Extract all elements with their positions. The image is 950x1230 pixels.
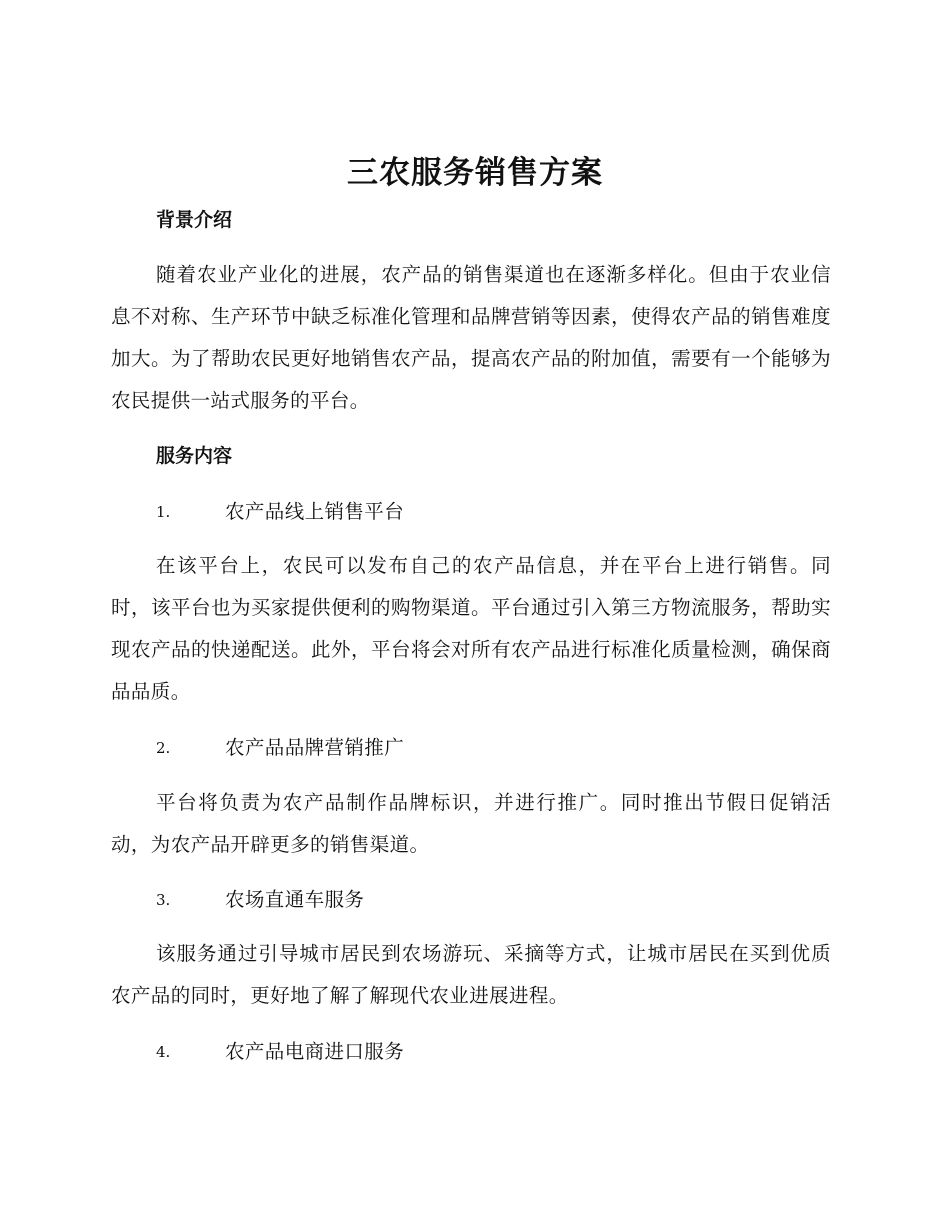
section-heading-services: 服务内容 (156, 445, 233, 467)
document-title: 三农服务销售方案 (347, 155, 603, 191)
list-item-title: 农产品品牌营销推广 (225, 736, 405, 759)
list-item-title: 农产品线上销售平台 (225, 500, 405, 523)
list-item-number: 2. (156, 739, 171, 757)
list-item-paragraph: 平台将负责为农产品制作品牌标识，并进行推广。同时推出节假日促销活动，为农产品开辟更多的销售渠道。 (111, 791, 831, 856)
list-item-number: 1. (156, 503, 171, 521)
list-item-number: 4. (156, 1043, 171, 1061)
list-item-title: 农产品电商进口服务 (225, 1040, 405, 1063)
list-item-title: 农场直通车服务 (225, 888, 365, 911)
list-item-paragraph: 在该平台上，农民可以发布自己的农产品信息，并在平台上进行销售。同时，该平台也为买家提供便利的购物渠道。平台通过引入第三方物流服务，帮助实现农产品的快递配送。此外，平台将会对所有农产品进行标准化质量检测，确保商品品质。 (111, 554, 831, 703)
list-item-paragraph: 该服务通过引导城市居民到农场游玩、采摘等方式，让城市居民在买到优质农产品的同时，更好地了解了解现代农业进展进程。 (111, 942, 831, 1007)
list-item-number: 3. (156, 891, 171, 909)
background-paragraph: 随着农业产业化的进展，农产品的销售渠道也在逐渐多样化。但由于农业信息不对称、生产环节中缺乏标准化管理和品牌营销等因素，使得农产品的销售难度加大。为了帮助农民更好地销售农产品，提高农产品的附加值，需要有一个能够为农民提供一站式服务的平台。 (111, 263, 831, 412)
section-heading-background: 背景介绍 (156, 209, 233, 231)
